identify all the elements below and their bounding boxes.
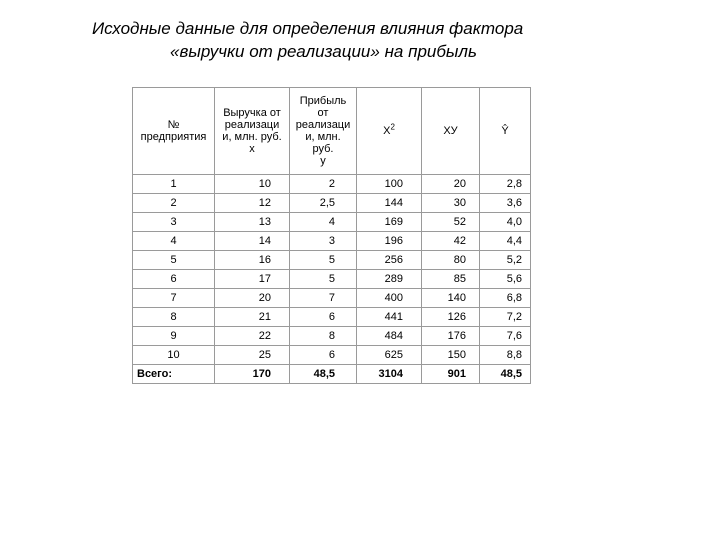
table-row <box>133 251 531 270</box>
header-xy <box>422 88 480 175</box>
title-line-2: «выручки от реализации» на прибыль <box>170 42 477 61</box>
total-cell-y-hat: 48,5 <box>480 365 531 384</box>
total-cell-enterprise-number: Всего: <box>133 365 215 384</box>
cell-revenue: 20 <box>215 289 290 308</box>
cell-x-squared: 100 <box>357 175 422 194</box>
table-row <box>133 213 531 232</box>
cell-y-hat: 2,8 <box>480 175 531 194</box>
data-table <box>132 87 531 384</box>
cell-revenue: 25 <box>215 346 290 365</box>
cell-x-squared: 400 <box>357 289 422 308</box>
header-text: Выручка от <box>223 107 281 119</box>
cell-y-hat: 6,8 <box>480 289 531 308</box>
cell-x-squared: 196 <box>357 232 422 251</box>
cell-profit: 3 <box>290 232 357 251</box>
cell-x-squared: 484 <box>357 327 422 346</box>
cell-x-squared: 169 <box>357 213 422 232</box>
cell-revenue: 14 <box>215 232 290 251</box>
header-text: и, млн. руб. <box>222 131 282 143</box>
header-text: № <box>167 119 180 131</box>
header-text: у <box>320 155 326 167</box>
cell-enterprise-number: 9 <box>133 327 215 346</box>
header-enterprise-number <box>133 88 215 175</box>
header-y-hat <box>480 88 531 175</box>
header-text: Х <box>383 125 391 137</box>
table-row <box>133 175 531 194</box>
header-x-squared <box>357 88 422 175</box>
cell-xy: 30 <box>422 194 480 213</box>
total-cell-x-squared: 3104 <box>357 365 422 384</box>
header-text: Ŷ <box>501 125 509 137</box>
cell-revenue: 16 <box>215 251 290 270</box>
header-superscript: 2 <box>390 122 395 132</box>
table-row <box>133 308 531 327</box>
cell-enterprise-number: 7 <box>133 289 215 308</box>
header-text: руб. <box>312 143 334 155</box>
header-text: х <box>249 143 255 155</box>
cell-profit: 5 <box>290 251 357 270</box>
header-text: ХУ <box>443 125 458 137</box>
cell-xy: 42 <box>422 232 480 251</box>
cell-revenue: 12 <box>215 194 290 213</box>
cell-enterprise-number: 6 <box>133 270 215 289</box>
header-text: реализаци <box>224 119 280 131</box>
cell-profit: 5 <box>290 270 357 289</box>
cell-profit: 2,5 <box>290 194 357 213</box>
cell-y-hat: 4,4 <box>480 232 531 251</box>
total-cell-profit: 48,5 <box>290 365 357 384</box>
cell-xy: 80 <box>422 251 480 270</box>
cell-y-hat: 3,6 <box>480 194 531 213</box>
cell-profit: 6 <box>290 308 357 327</box>
header-text: и, млн. <box>305 131 341 143</box>
table-row <box>133 327 531 346</box>
cell-enterprise-number: 8 <box>133 308 215 327</box>
cell-y-hat: 7,2 <box>480 308 531 327</box>
cell-x-squared: 289 <box>357 270 422 289</box>
cell-xy: 20 <box>422 175 480 194</box>
cell-revenue: 22 <box>215 327 290 346</box>
table-row <box>133 346 531 365</box>
cell-revenue: 21 <box>215 308 290 327</box>
cell-xy: 126 <box>422 308 480 327</box>
cell-enterprise-number: 10 <box>133 346 215 365</box>
cell-xy: 140 <box>422 289 480 308</box>
table-row <box>133 270 531 289</box>
header-text: реализаци <box>295 119 351 131</box>
cell-xy: 150 <box>422 346 480 365</box>
cell-x-squared: 441 <box>357 308 422 327</box>
cell-y-hat: 4,0 <box>480 213 531 232</box>
cell-xy: 85 <box>422 270 480 289</box>
cell-xy: 52 <box>422 213 480 232</box>
cell-revenue: 17 <box>215 270 290 289</box>
table-row <box>133 289 531 308</box>
header-text: от <box>317 107 329 119</box>
cell-y-hat: 5,6 <box>480 270 531 289</box>
table-row <box>133 194 531 213</box>
header-revenue <box>215 88 290 175</box>
cell-y-hat: 7,6 <box>480 327 531 346</box>
cell-profit: 6 <box>290 346 357 365</box>
cell-enterprise-number: 1 <box>133 175 215 194</box>
cell-xy: 176 <box>422 327 480 346</box>
cell-x-squared: 256 <box>357 251 422 270</box>
header-text: Прибыль <box>299 95 347 107</box>
cell-x-squared: 625 <box>357 346 422 365</box>
cell-enterprise-number: 2 <box>133 194 215 213</box>
table-row <box>133 232 531 251</box>
cell-profit: 2 <box>290 175 357 194</box>
header-text: предприятия <box>140 131 207 143</box>
title-line-1: Исходные данные для определения влияния фактора <box>92 19 524 38</box>
table-body <box>133 175 531 384</box>
cell-profit: 7 <box>290 289 357 308</box>
cell-y-hat: 8,8 <box>480 346 531 365</box>
cell-profit: 4 <box>290 213 357 232</box>
cell-enterprise-number: 4 <box>133 232 215 251</box>
cell-profit: 8 <box>290 327 357 346</box>
header-profit <box>290 88 357 175</box>
total-cell-revenue: 170 <box>215 365 290 384</box>
cell-enterprise-number: 5 <box>133 251 215 270</box>
cell-revenue: 10 <box>215 175 290 194</box>
cell-revenue: 13 <box>215 213 290 232</box>
cell-x-squared: 144 <box>357 194 422 213</box>
cell-enterprise-number: 3 <box>133 213 215 232</box>
total-cell-xy: 901 <box>422 365 480 384</box>
table-total-row <box>133 365 531 384</box>
table-header-row <box>133 88 531 175</box>
cell-y-hat: 5,2 <box>480 251 531 270</box>
